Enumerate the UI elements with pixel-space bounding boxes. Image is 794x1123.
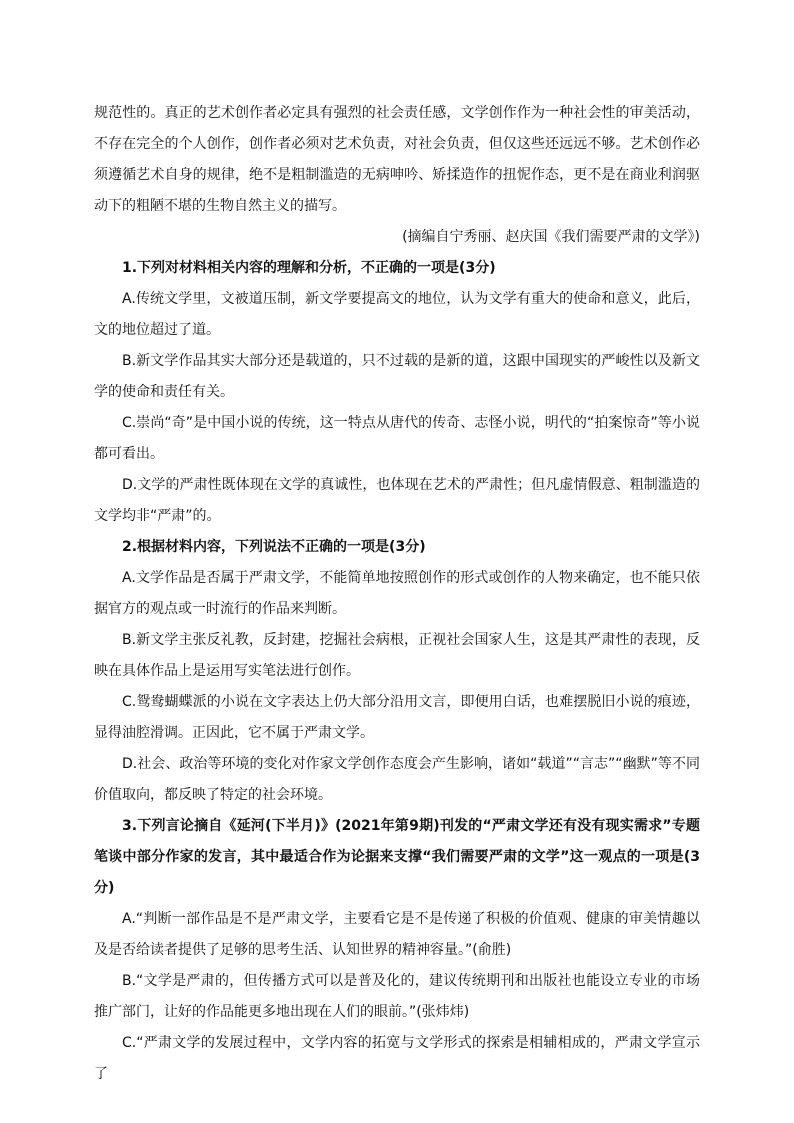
question-2-stem: 2.根据材料内容，下列说法不正确的一项是(3分) xyxy=(122,539,426,555)
document-body xyxy=(94,98,700,1090)
question-2-option-c: C.鸳鸯蝴蝶派的小说在文字表达上仍大部分沿用文言，即便用白话，也难摆脱旧小说的痕迹，显得油腔滑调。正因此，它不属于严肃文学。 xyxy=(94,694,700,741)
question-1-option-b: B.新文学作品其实大部分还是载道的，只不过载的是新的道，这跟中国现实的严峻性以及新文学的使命和责任有关。 xyxy=(94,353,700,400)
question-3-option-b: B.“文学是严肃的，但传播方式可以是普及化的，建议传统期刊和出版社也能设立专业的市场推广部门，让好的作品能更多地出现在人们的眼前。”(张炜炜) xyxy=(94,973,700,1020)
source-citation: (摘编自宁秀丽、赵庆国《我们需要严肃的文学》) xyxy=(402,229,700,245)
question-1-option-a: A.传统文学里，文被道压制，新文学要提高文的地位，认为文学有重大的使命和意义，此后，文的地位超过了道。 xyxy=(94,291,700,338)
question-3-option-a: A.“判断一部作品是不是严肃文学，主要看它是不是传递了积极的价值观、健康的审美情趣以及是否给读者提供了足够的思考生活、认知世界的精神容量。”(俞胜) xyxy=(94,911,700,958)
question-1-stem: 1.下列对材料相关内容的理解和分析，不正确的一项是(3分) xyxy=(122,260,496,276)
passage-paragraph: 规范性的。真正的艺术创作者必定具有强烈的社会责任感，文学创作作为一种社会性的审美活动，不存在完全的个人创作，创作者必须对艺术负责，对社会负责，但仅这些还远远不够。艺术创作必须遵循艺术自身的规律，绝不是粗制滥造的无病呻吟、矫揉造作的扭怩作态，更不是在商业利润驱动下的粗陋不堪的生物自然主义的描写。 xyxy=(94,105,700,214)
question-2-option-d: D.社会、政治等环境的变化对作家文学创作态度会产生影响，诸如“载道”“言志”“幽默”等不同价值取向，都反映了特定的社会环境。 xyxy=(94,756,700,803)
question-3-option-c: C.“严肃文学的发展过程中，文学内容的拓宽与文学形式的探索是相辅相成的，严肃文学宣示了 xyxy=(94,1035,700,1082)
question-1-option-d: D.文学的严肃性既体现在文学的真诚性，也体现在艺术的严肃性；但凡虚情假意、粗制滥造的文学均非“严肃”的。 xyxy=(94,477,700,524)
question-2-option-b: B.新文学主张反礼教，反封建，挖掘社会病根，正视社会国家人生，这是其严肃性的表现，反映在具体作品上是运用写实笔法进行创作。 xyxy=(94,632,700,679)
question-1-option-c: C.崇尚“奇”是中国小说的传统，这一特点从唐代的传奇、志怪小说，明代的“拍案惊奇”等小说都可看出。 xyxy=(94,415,700,462)
question-3-stem: 3.下列言论摘自《延河(下半月)》(2021年第9期)刊发的“严肃文学还有没有现实需求”专题笔谈中部分作家的发言，其中最适合作为论据来支撑“我们需要严肃的文学”这一观点的一项是(3分) xyxy=(94,818,700,896)
question-2-option-a: A.文学作品是否属于严肃文学，不能简单地按照创作的形式或创作的人物来确定，也不能只依据官方的观点或一时流行的作品来判断。 xyxy=(94,570,700,617)
